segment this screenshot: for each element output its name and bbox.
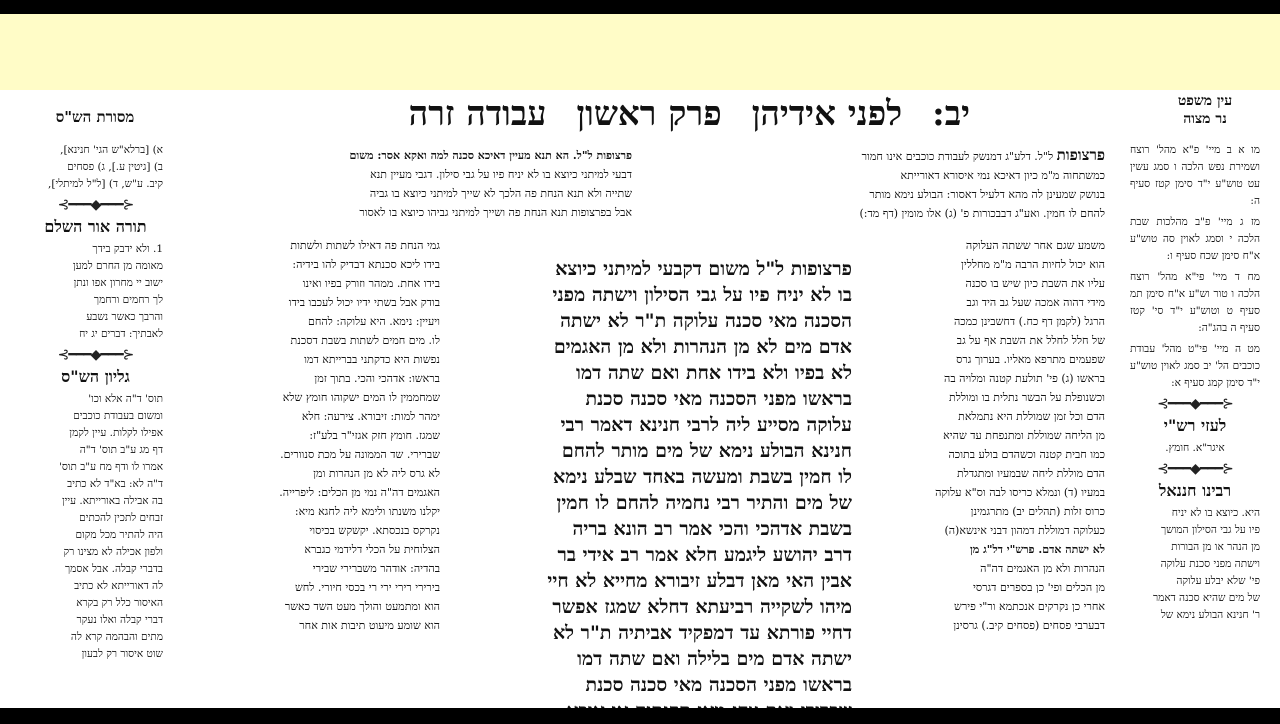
gemara-line: פרצופות ל"ל משום דקבעי למיתני כיוצא <box>555 258 852 280</box>
tosafot-line: במעיו (ד) ונמלא כריסו לבה וס"א עלוקה <box>935 486 1105 499</box>
tosafot-line: הרגל (לקמן דף כח.) דחשבינן כמכה <box>953 315 1105 328</box>
gemara-line: מיהו לשקייה רביעתא דחלא שמגז אפשר <box>552 596 852 618</box>
tosafot-lead: פרצופות <box>1056 146 1105 164</box>
heading-title-chapter-number: פרק ראשון <box>576 94 722 134</box>
rashi-line: שתייה ולא תנא הנחת פה הלכך לא שייך למיתני כיוצא בו גביה <box>369 187 632 200</box>
rashi-line: בירירי רירי ירי רי בכסי חיורי. לחש <box>294 581 440 594</box>
gilyon-title: גליון הש"ס <box>61 367 130 386</box>
gemara-line: בשבת אדהכי והכי אמר רב הונא בריה <box>572 518 852 540</box>
top-black-bar <box>0 0 1280 14</box>
ein-mishpat-entry: מח ד מיי' פי"א מהל' רוצח הלכה ו טור וש"ע א"ח סימן תמ סעיף ט וטוש"ע י"ד סי' קטז סעיף ה בהג"ה: <box>1130 271 1260 334</box>
tosafot-line: כמשתחוה מ"מ כיון דאיכא נמי איסורא דאורייתא <box>900 169 1105 182</box>
gilyon-line: זבחים לתכין להכתים <box>79 512 163 524</box>
rashi-line: גמי הנחת פה דאילו לשתות ולשתות <box>290 239 440 252</box>
gilyon-line: ומשום בעבודת כוכבים <box>73 410 163 422</box>
ein-mishpat-entry: מז ג מיי' פ"ב מהלכות שבת הלכה י וסמג לאוין סה טוש"ע א"ח סימן שכח סעיף ו: <box>1130 216 1260 262</box>
gilyon-line: אפילו לקלות. עיין לקמן <box>69 427 163 439</box>
ornament-divider: ⊰━━━◆━━━⊱ <box>1157 461 1233 477</box>
gilyon-line: ד"ה לא: בא"ד לא כתיב <box>67 478 163 490</box>
tosafot-line: כרוס זלות (תהלים יב) מתרגמינן <box>970 505 1105 518</box>
tosafot-line: דבערבי פסחים (פסחים קיב.) גרסינן <box>953 619 1105 632</box>
tosafot-line: בראשו (ג) פי' תולעת קטנה ומלויה בה <box>944 372 1105 385</box>
rashi-line: לא גרס ליה לא מן הנהרות ומן <box>313 467 440 480</box>
tosafot-line: הנהרות ולא מן האגמים דה"ה <box>980 562 1105 575</box>
ornament-divider: ⊰━━━◆━━━⊱ <box>1157 396 1233 412</box>
ein-mishpat-label: עין משפט <box>1177 93 1233 109</box>
tosafot-line: להחם לו חמין. ואע"ג דבבכורות פ' (ג) אלו מומין (דף מד:) <box>859 207 1105 220</box>
rashi-line: נפשות היא כדקתני בברייתא דמו <box>304 353 440 366</box>
rashi-line: הוא ומתמעט והולך מעט השד כאשר <box>284 600 440 613</box>
gilyon-line: לה דאורייתא לא כתיב <box>74 580 163 592</box>
mesoret-line: ב) [גיטין ע.], ג) פסחים <box>67 161 163 173</box>
heading-title-chapter-name: לפני אידיהן <box>751 94 903 134</box>
page-heading <box>330 94 970 134</box>
tosafot-line: של חלל לחלל את השבת אף על גב <box>956 334 1105 347</box>
rashi-line: האגמים דה"ה נמי מן הכלים: ליפרייה. <box>279 486 440 499</box>
tosafot-line: הדם מוללת ליחה שבמעיו ומתגדלת <box>956 467 1105 480</box>
tosafot-line: בנושק שמעינן לה מהא דלעיל דאסור: הבולע נימא מותר <box>869 188 1105 201</box>
rashi-line: יקלנו משנתו ולימא ליה לחגא מיא: <box>294 505 440 518</box>
rabbeinu-line: של מים שהיא סכנה דאמר <box>1152 592 1260 604</box>
rashi-line: לו. מים חמים לשתות בשבת דסכנת <box>290 334 440 347</box>
rashi-line: דבעי למיתני כיוצא בו לא יניח פיו על גבי סילון. דגבי מעיין תנא <box>370 168 632 181</box>
rabbeinu-title: רבינו חננאל <box>1158 481 1232 500</box>
rashi-line: שמגז. חומץ חזק אגזי"ר בלע"ז: <box>309 429 440 442</box>
tosafot-line: שפעמים מתרפא מאליו. בערוך גרס <box>956 353 1105 366</box>
gemara-line: חנינא הבולע נימא של מים מותר להחם <box>561 440 852 462</box>
ein-mishpat-entry: מו א ב מיי' פ"א מהל' רוצח ושמירת נפש הלכה ו סמג עשין עט טוש"ע י"ד סימן קטז סעיף ה: <box>1130 144 1260 207</box>
rashi-line: נקרקס בנכסתא. יקשקש בכיסוי <box>309 524 440 537</box>
gemara-line: בו לא יניח פיו על גבי הסילון וישתה מפני <box>552 284 852 306</box>
rashi-line: בודק אבל בשתי ידיו יכול לעכבו בידו <box>288 296 440 309</box>
tosafot-line: עליו את השבת כיון שיש בו סכנה <box>965 277 1105 290</box>
tosafot-line: כעלוקה דמוללת דמהון דבני אינשא(ה) <box>944 524 1105 537</box>
rashi-line: בהדיה: אודהר משברירי שבירי <box>312 562 440 575</box>
gilyon-line: אמרו לו ודף מח ע"ב תוס' <box>58 461 163 473</box>
rabbeinu-line: מן הנהר או מן הבורות <box>1171 541 1260 553</box>
gilyon-line: מתים והבהמה קרא לה <box>70 631 163 643</box>
rashi-line: בראשו: אדהכי והכי. בתוך זמן <box>314 372 440 385</box>
torah-or-line: מאומה מן החרם למען <box>72 260 163 272</box>
gilyon-line: האיסור כלל רק בקרא <box>76 597 163 609</box>
ornament-divider: ⊰━━━◆━━━⊱ <box>57 347 134 363</box>
tosafot-line: וכשנופלת על הבשר נתלית בו ומוללת <box>949 391 1105 404</box>
rashi-line: אבל בפרצופות תנא הנחת פה ושייך למיתני גביהו כיוצא בו לאסור <box>359 206 632 219</box>
gemara-column <box>452 256 852 708</box>
tosafot-line: לא ישתה אדם. פרש"י דל"ג מן <box>969 543 1105 556</box>
rashi-line: ימהר למות: זיבורא. צירעה: חלא <box>301 410 440 423</box>
laaz-title: לעזי רש"י <box>1163 416 1227 435</box>
rashi-column-lower <box>180 236 440 706</box>
talmud-page <box>0 90 1280 708</box>
torah-or-line: והרבך כאשר נשבע <box>86 311 163 323</box>
rashi-line: בידו ליכא סכנתא דבדיק להו בידיה: <box>292 258 440 271</box>
torah-or-line: 1. ולא ידבק בידך <box>92 243 163 255</box>
torah-or-line: לאבתיך: דברים יג יח <box>79 328 163 340</box>
mesoret-column <box>28 142 163 708</box>
torah-or-line: לך רחמים ורחמך <box>93 294 163 306</box>
gemara-line: של מים והתיר רבי נחמיה להחם לו חמין <box>556 492 852 514</box>
heading-title-tractate: עבודה זרה <box>408 94 547 134</box>
rabbeinu-line: ר' חנינא הבולע נימא של <box>1160 609 1260 621</box>
mesoret-line: א) [ברלא"ש הגי' חנינא], <box>60 144 163 156</box>
rabbeinu-line: היא. כיוצא בו לא יניח <box>1171 507 1260 519</box>
gemara-line: אדם מים לא מן הנהרות ולא מן האגמים <box>553 336 852 358</box>
gilyon-line: דברי קבלה ואלו נעקר <box>76 614 163 626</box>
gemara-line: אבין האי מאן דבלע זיבורא מחייא לא חיי <box>547 570 852 592</box>
tosafot-line: מן הכלים ופי' כן בספרים דגרסי <box>972 581 1105 594</box>
gilyon-line: דף מג ע"ב תוס' ד"ה <box>79 444 163 456</box>
gemara-line: הסכנה מאי סכנה עלוקה ת"ר לא ישתה <box>560 310 852 332</box>
tosafot-line: הוא יכול לחיות הרבה מ"מ מחללין <box>961 258 1105 271</box>
tosafot-line: כמו חבית קטנה וכשהדם בולע בתוכה <box>948 448 1105 461</box>
rashi-line: שברירי. שד הממונה על מכת סנוורים. <box>280 448 440 461</box>
bottom-black-bar <box>0 708 1280 720</box>
tosafot-line: מידי דהוה אמכה שעל גב היד וגב <box>966 296 1105 309</box>
tosafot-line: מן הליחה שמוללת ומתנפחת עד שהיא <box>943 429 1105 442</box>
rabbeinu-line: פי' שלא יבלע עלוקה <box>1176 575 1260 587</box>
rabbeinu-line: וישתה מפני סכנת עלוקה <box>1160 558 1260 570</box>
ornament-divider: ⊰━━━◆━━━⊱ <box>57 197 134 213</box>
rashi-line: שמחממין לו המים ישקוהו חומץ שלא <box>282 391 440 404</box>
tosafot-line: הדם וכל זמן שמוללת היא נתמלאת <box>958 410 1105 423</box>
gemara-line: בראשו מפני הסכנה מאי סכנה סכנת <box>585 388 852 410</box>
rashi-line: פרצופות ל"ל. הא תנא מעיין דאיכא סכנה למה ואקא אסר: משום <box>349 149 632 162</box>
torah-or-title: תורה אור השלם <box>44 217 147 236</box>
tosafot-line: משמע שגם אחר ששתה העלוקה <box>965 239 1105 252</box>
mesoret-header: מסורת הש"ס <box>55 108 135 126</box>
ner-mitzvah-label: נר מצוה <box>1183 111 1227 127</box>
gemara-line: לו חמין בשבת ומעשה באחד שבלע נימא <box>553 466 852 488</box>
gemara-line: דחיי פורתא עד דמפקיד אביתיה ת"ר לא <box>552 622 852 644</box>
gilyon-line: בדברי קבלה. אבל אסמך <box>65 563 163 575</box>
tosafot-line: ל"ל. דלע"ג דמנשק לעבודת כוכבים אינו חמור <box>861 150 1054 163</box>
rashi-line: בידו אחת. ממהר וזורק בפיו ואינו <box>302 277 440 290</box>
gemara-line: עלוקה מסייע ליה לרבי חנינא דאמר רבי <box>560 414 852 436</box>
rashi-line: ויעיין: נימא. היא עלוקה: להחם <box>307 315 440 328</box>
gilyon-line: ולפון אכילה לא מצינו רק <box>63 546 163 558</box>
tosafot-line: אחרי כן נקרקים אנכתמא ור"י פירש <box>954 600 1105 613</box>
gemara-line: בראשו מפני הסכנה מאי סכנה סכנת <box>585 674 852 696</box>
ein-mishpat-header <box>1150 92 1260 128</box>
rabbeinu-line: פיו על גבי הסילון המושך <box>1160 524 1260 536</box>
gilyon-line: שוט איסור רק לבעון <box>81 648 163 660</box>
rashi-column <box>180 146 632 226</box>
gemara-line: ישתה אדם מים בלילה ואם שתה דמו <box>577 648 852 670</box>
gemara-line: דרב יהושע ליגמע חלא אמר רב אידי בר <box>557 544 852 566</box>
mesoret-line: קיב. ע"ש, ד) [ל"ל למיתלי], <box>48 178 163 190</box>
rashi-line: הצלוחית על הכלי דלידמי כגברא <box>304 543 440 556</box>
tosafot-column-lower <box>860 236 1105 706</box>
gilyon-line: בה אבילה באורייתא. עיין <box>61 495 163 507</box>
torah-or-line: ישוב יי מחרון אפו ונתן <box>73 277 163 289</box>
rashi-line: הוא שומע מיעוט תיבות אות אחר <box>299 619 440 632</box>
ein-mishpat-entry: מט ה מיי' פי"ט מהל' עבודת כוכבים הל' יב סמג לאוין טוש"ע י"ד סימן קמג סעיף א: <box>1130 343 1260 389</box>
gilyon-line: היה להתיר מכל מקום <box>75 529 163 541</box>
laaz-text: איגר"א. חומץ. <box>1165 442 1225 454</box>
gilyon-line: תוס' ד"ה אלא וכו' <box>88 393 163 405</box>
gemara-line: לא בפיו ולא בידו אחת ואם שתה דמו <box>576 362 852 384</box>
daf-number: יב: <box>932 94 970 134</box>
yellow-banner <box>0 14 1280 90</box>
ein-mishpat-column <box>1130 142 1260 708</box>
